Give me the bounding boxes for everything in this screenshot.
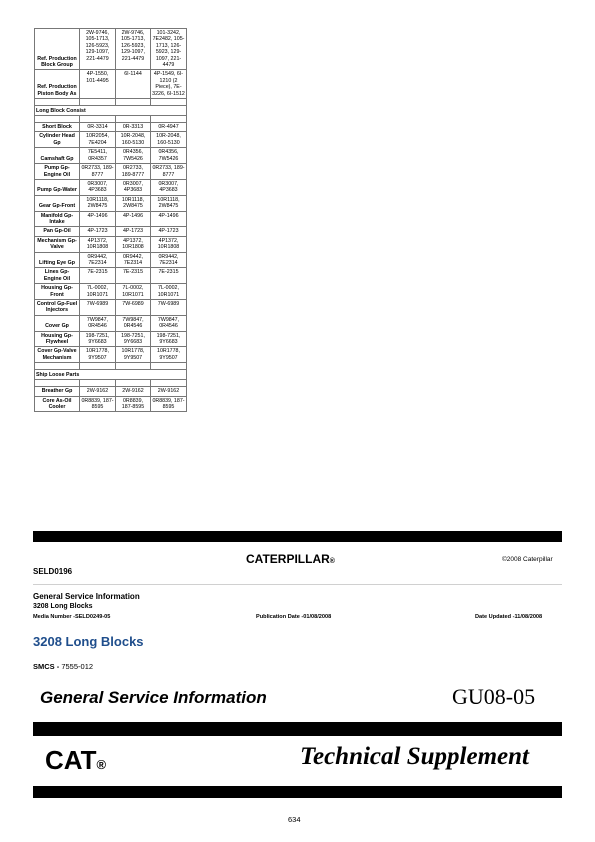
- row-label: Camshaft Gp: [35, 148, 80, 164]
- table-cell: 4P1372, 10R1808: [80, 236, 116, 252]
- table-row: [35, 195, 187, 211]
- smcs-label: SMCS -: [33, 662, 60, 671]
- table-row: [35, 123, 187, 132]
- table-cell: 7W9847, 0R4546: [80, 315, 116, 331]
- row-label: Core As-Oil Cooler: [35, 396, 80, 412]
- table-row: [35, 227, 187, 236]
- row-label: Mechanism Gp-Valve: [35, 236, 80, 252]
- spacer-row: [35, 116, 187, 123]
- table-cell: 0R-4947: [151, 123, 187, 132]
- table-cell: 0R4356, 7W5426: [116, 148, 151, 164]
- table-row: [35, 252, 187, 268]
- page-number: 634: [288, 815, 301, 824]
- row-label: Lines Gp-Engine Oil: [35, 268, 80, 284]
- table-cell: 0R4356, 7W5426: [151, 148, 187, 164]
- table-cell: 4P-1549, 6I-1210 (2 Piece), 7E-3226, 6I-1512: [152, 71, 185, 97]
- row-label: Housing Gp-Front: [35, 284, 80, 300]
- smcs-value: 7555-012: [61, 662, 94, 671]
- banner-title: General Service Information: [40, 688, 267, 707]
- date-updated: Date Updated -11/08/2008: [475, 614, 543, 620]
- table-cell: 7E-2315: [116, 268, 151, 284]
- info-subtitle: 3208 Long Blocks: [33, 603, 93, 610]
- table-cell: 198-7251, 9Y6683: [80, 331, 116, 347]
- parts-table-body: [35, 29, 187, 412]
- table-row: [35, 164, 187, 180]
- row-label: Cover Gp-Valve Mechanism: [35, 347, 80, 363]
- banner-rule-top: [33, 722, 562, 736]
- table-row: [35, 211, 187, 227]
- table-cell: 7W-6989: [151, 300, 187, 316]
- row-label: Gear Gp-Front: [35, 195, 80, 211]
- table-row: [35, 396, 187, 412]
- table-row: [35, 315, 187, 331]
- table-cell: 198-7251, 9Y6683: [116, 331, 151, 347]
- row-label: Ref. Production Piston Body As: [35, 70, 80, 99]
- table-cell: 198-7251, 9Y6683: [151, 331, 187, 347]
- table-cell: 7L-0002, 10R1071: [116, 284, 151, 300]
- empty-cell: [35, 99, 80, 106]
- cat-logo: [45, 745, 106, 776]
- caterpillar-logo: [246, 552, 335, 566]
- table-row: [35, 300, 187, 316]
- table-cell: 4P-1496: [151, 211, 187, 227]
- table-cell: 7E5411, 0R4357: [80, 148, 116, 164]
- table-cell: 4P-1496: [80, 211, 116, 227]
- table-cell: 0R8839, 187-8595: [81, 397, 114, 411]
- table-cell: 4P1372, 10R1808: [151, 236, 187, 252]
- doc-id: SELD0196: [33, 567, 73, 576]
- empty-cell: [116, 380, 151, 387]
- table-cell: 10R1118, 2W8475: [80, 195, 116, 211]
- table-row: [35, 132, 187, 148]
- table-cell: 10R-2048, 160-5130: [151, 132, 187, 148]
- empty-cell: [116, 116, 151, 123]
- table-cell: 0R-3313: [116, 123, 151, 132]
- info-title: General Service Information: [33, 592, 140, 601]
- spacer-row: [35, 363, 187, 370]
- row-label: Pump Gp-Engine Oil: [35, 164, 80, 180]
- table-cell: 4P-1723: [151, 227, 187, 236]
- row-label: Ref. Production Block Group: [35, 29, 80, 70]
- table-cell: 0R2733, 189-8777: [81, 165, 114, 178]
- spacer-row: [35, 99, 187, 106]
- table-cell: 2W-9162: [116, 387, 151, 396]
- page-heading: 3208 Long Blocks: [33, 634, 144, 649]
- cat-wordmark: CAT: [45, 745, 97, 775]
- empty-cell: [80, 99, 116, 106]
- table-cell: 10R1778, 9Y9507: [116, 347, 151, 363]
- table-cell: 101-3242, 7E2482, 105-1713, 126-5923, 129-1097, 221-4479: [151, 29, 187, 70]
- cat-registered-mark: ®: [96, 757, 107, 772]
- table-cell: 4P-1723: [116, 227, 151, 236]
- table-cell: 4P-1723: [80, 227, 116, 236]
- row-label: Cover Gp: [35, 315, 80, 331]
- table-row: [35, 331, 187, 347]
- parts-table: [34, 28, 187, 412]
- table-cell: 7W9847, 0R4546: [151, 315, 187, 331]
- table-cell: 0R3007, 4P3683: [80, 179, 116, 195]
- table-cell: 7L-0002, 10R1071: [151, 284, 187, 300]
- table-cell: 0R-3314: [80, 123, 116, 132]
- table-cell: 10R1778, 9Y9507: [80, 347, 116, 363]
- section-row: [35, 106, 187, 116]
- row-label: Control Gp-Fuel Injectors: [35, 300, 80, 316]
- table-row: [35, 387, 187, 396]
- empty-cell: [80, 380, 116, 387]
- table-cell: 0R8839, 187-8595: [116, 396, 151, 412]
- table-cell: 2W-9746, 105-1713, 126-5923, 129-1097, 221-4479: [80, 29, 116, 70]
- table-cell: 0R9442, 7E2314: [80, 252, 116, 268]
- table-cell: 0R2733, 189-8777: [116, 164, 151, 180]
- table-cell: 0R2733, 189-8777: [152, 165, 185, 178]
- table-cell: 0R9442, 7E2314: [151, 252, 187, 268]
- table-cell: 4P1372, 10R1808: [116, 236, 151, 252]
- table-cell: 7W-6989: [80, 300, 116, 316]
- banner-rule-bottom: [33, 786, 562, 798]
- table-row: [35, 236, 187, 252]
- empty-cell: [151, 116, 187, 123]
- table-cell: 7W9847, 0R4546: [116, 315, 151, 331]
- table-cell: 7W-6989: [116, 300, 151, 316]
- table-row: [35, 179, 187, 195]
- spacer-row: [35, 380, 187, 387]
- table-cell: 0R9442, 7E2314: [116, 252, 151, 268]
- table-cell: 4P-1550, 101-4495: [80, 70, 116, 99]
- caterpillar-wordmark: CATERPILLAR: [246, 552, 330, 566]
- row-label: Cylinder Head Gp: [35, 132, 80, 148]
- table-cell: 0R3007, 4P3683: [151, 179, 187, 195]
- empty-cell: [35, 363, 80, 370]
- table-cell: 0R3007, 4P3683: [116, 179, 151, 195]
- banner-code: GU08-05: [452, 684, 536, 709]
- copyright: ©2008 Caterpillar: [502, 556, 553, 563]
- table-cell: 7E-2315: [151, 268, 187, 284]
- registered-mark: ®: [329, 558, 335, 565]
- row-label: Manifold Gp-Intake: [35, 211, 80, 227]
- publication-date: Publication Date -01/08/2008: [256, 614, 332, 620]
- table-row: [35, 29, 187, 70]
- row-label: Pan Gp-Oil: [35, 227, 80, 236]
- empty-cell: [116, 99, 151, 106]
- table-cell: 2W-9162: [151, 387, 187, 396]
- row-label: Pump Gp-Water: [35, 179, 80, 195]
- empty-cell: [35, 380, 80, 387]
- technical-supplement: Technical Supplement: [300, 743, 529, 770]
- empty-cell: [35, 116, 80, 123]
- row-label: Lifting Eye Gp: [35, 252, 80, 268]
- row-label: Housing Gp-Flywheel: [35, 331, 80, 347]
- top-rule: [33, 531, 562, 542]
- empty-cell: [151, 363, 187, 370]
- table-row: [35, 284, 187, 300]
- table-row: [35, 268, 187, 284]
- section-heading: Ship Loose Parts: [35, 370, 187, 380]
- table-cell: 10R1118, 2W8475: [116, 195, 151, 211]
- smcs: [33, 662, 93, 671]
- row-label: Breather Gp: [35, 387, 80, 396]
- table-cell: 2W-9746, 105-1713, 126-5923, 129-1097, 221-4479: [116, 29, 151, 70]
- empty-cell: [80, 116, 116, 123]
- empty-cell: [80, 363, 116, 370]
- table-cell: 10R1778, 9Y9507: [151, 347, 187, 363]
- table-cell: 4P-1496: [116, 211, 151, 227]
- table-cell: 10R2054, 7E4204: [80, 132, 116, 148]
- section-row: [35, 370, 187, 380]
- empty-cell: [151, 99, 187, 106]
- table-row: [35, 148, 187, 164]
- table-cell: 10R-2048, 160-5130: [116, 132, 151, 148]
- table-row: [35, 70, 187, 99]
- section-heading: Long Block Consist: [35, 106, 187, 116]
- table-cell: 0R8839, 187-8595: [152, 397, 185, 411]
- table-cell: 7L-0002, 10R1071: [80, 284, 116, 300]
- divider: [33, 584, 562, 585]
- media-number: Media Number -SELD0249-05: [33, 614, 111, 620]
- empty-cell: [151, 380, 187, 387]
- table-row: [35, 347, 187, 363]
- table-cell: 2W-9162: [80, 387, 116, 396]
- row-label: Short Block: [35, 123, 80, 132]
- table-cell: 10R1118, 2W8475: [151, 195, 187, 211]
- empty-cell: [116, 363, 151, 370]
- table-cell: 6I-1144: [116, 70, 151, 99]
- table-cell: 7E-2315: [80, 268, 116, 284]
